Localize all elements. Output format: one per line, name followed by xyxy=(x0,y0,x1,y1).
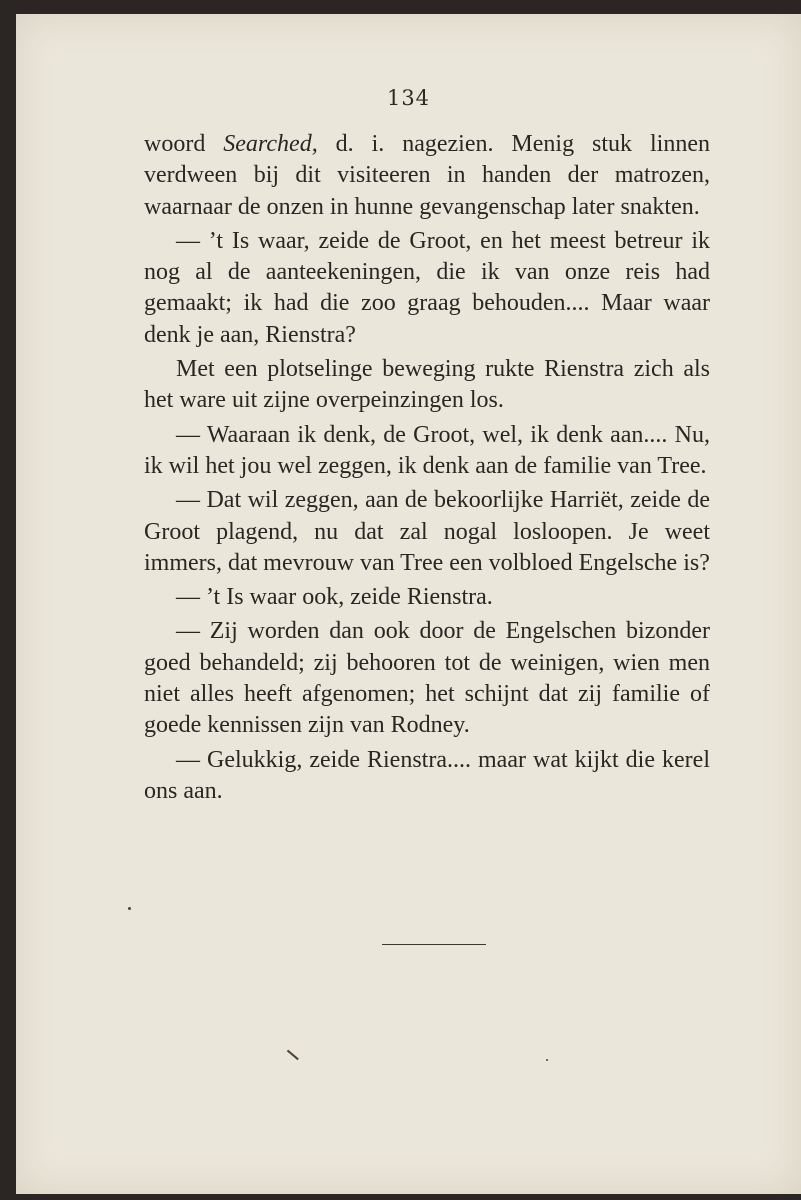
text-run: woord xyxy=(144,131,224,157)
paragraph-4: — Waaraan ik denk, de Groot, wel, ik denk aan.... Nu, ik wil het jou wel zeggen, ik denk aan de familie van Tree. xyxy=(144,421,710,479)
paper-speck xyxy=(287,1050,299,1060)
end-rule xyxy=(382,944,486,945)
paragraph-3: Met een plotselinge beweging rukte Rienstra zich als het ware uit zijne overpeinzingen los. xyxy=(144,356,710,414)
paper-speck xyxy=(128,907,131,910)
paragraph-8: — Gelukkig, zeide Rienstra.... maar wat kijkt die kerel ons aan. xyxy=(144,746,710,804)
book-page xyxy=(16,14,801,1194)
paragraph-6: — ’t Is waar ook, zeide Rienstra. xyxy=(176,584,493,611)
body-text xyxy=(144,129,710,810)
italic-word-searched: Searched, xyxy=(223,131,318,157)
paragraph-1 xyxy=(144,129,710,223)
paragraph-2: — ’t Is waar, zeide de Groot, en het meest betreur ik nog al de aanteekeningen, die ik van onze reis had gemaakt; ik had die zoo graag behouden.... Maar waar denk je aan, Rienstra? xyxy=(144,227,710,348)
page-number: 134 xyxy=(386,86,431,110)
paper-speck xyxy=(546,1059,548,1061)
text-run: d. i. nagezien. Menig stuk linnen verdween bij dit visiteeren in handen der matrozen, waarnaar de onzen in hunne gevangenschap later snakten. xyxy=(144,131,710,220)
paragraph-7: — Zij worden dan ook door de Engelschen bizonder goed behandeld; zij behooren tot de weinigen, wien men niet alles heeft afgenomen; het schijnt dat zij familie of goede kennissen zijn van Rodney. xyxy=(144,618,710,739)
paragraph-5: — Dat wil zeggen, aan de bekoorlijke Harriët, zeide de Groot plagend, nu dat zal nogal losloopen. Je weet immers, dat mevrouw van Tree een volbloed Engelsche is? xyxy=(144,487,710,576)
